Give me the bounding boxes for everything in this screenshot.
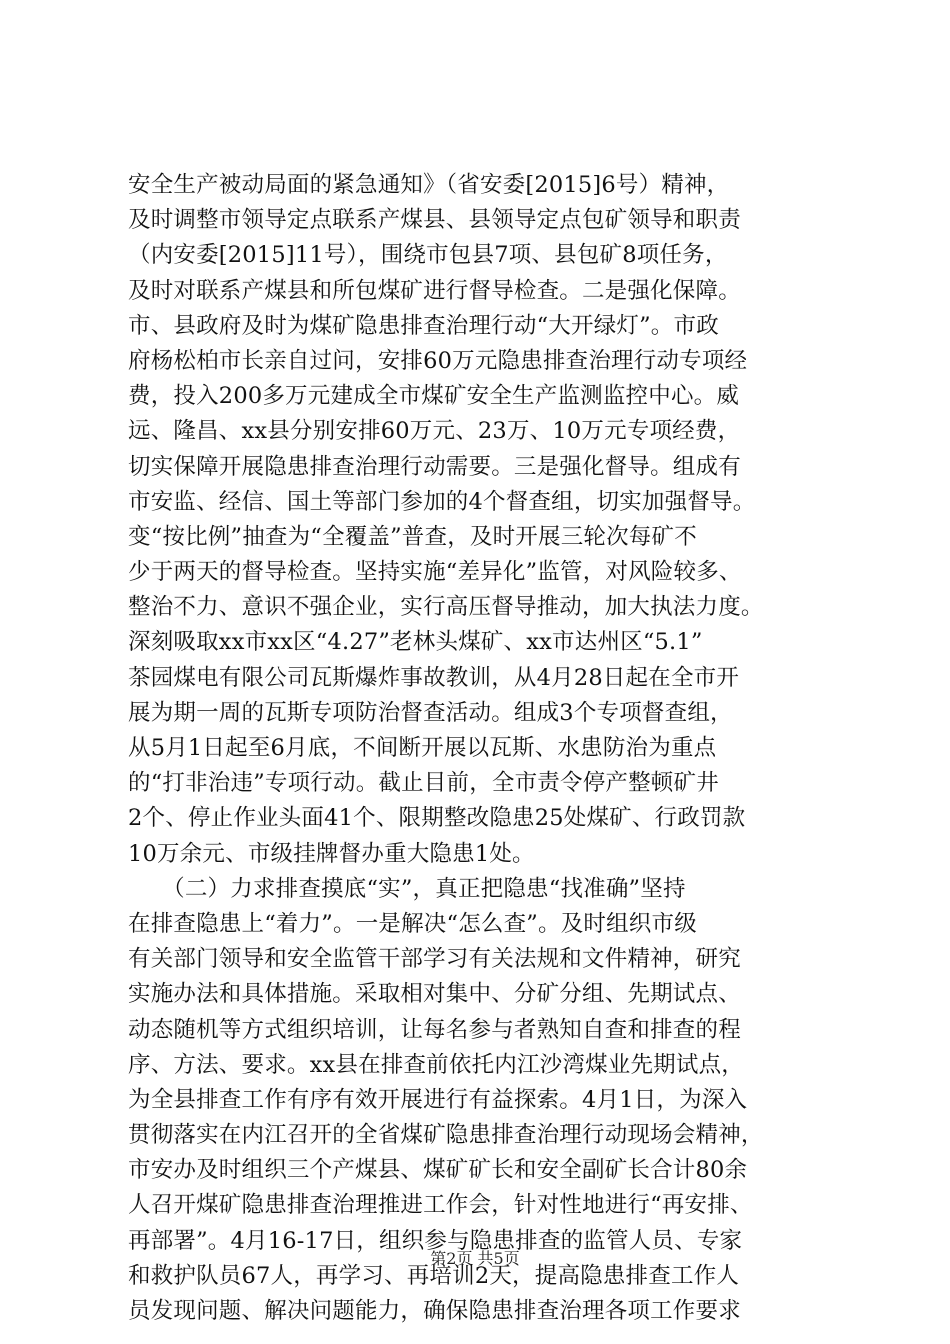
text-line: 府杨松柏市长亲自过问，安排60万元隐患排查治理行动专项经 [128,347,748,374]
text-line: 费，投入200多万元建成全市煤矿安全生产监测监控中心。威 [128,383,740,410]
text-line: 在排查隐患上“着力”。一是解决“怎么查”。及时组织市级 [128,910,697,937]
text-line: 变“按比例”抽查为“全覆盖”普查，及时开展三轮次每矿不 [128,523,697,550]
text-line: 实施办法和具体措施。采取相对集中、分矿分组、先期试点、 [128,981,741,1008]
text-line: 茶园煤电有限公司瓦斯爆炸事故教训，从4月28日起在全市开 [128,664,740,691]
text-line: 和救护队员67人，再学习、再培训2天，提高隐患排查工作人 [128,1262,740,1289]
text-line: 动态随机等方式组织培训，让每名参与者熟知自查和排查的程 [128,1016,741,1043]
text-line: 远、隆昌、xx县分别安排60万元、23万、10万元专项经费， [128,418,741,445]
text-line: 员发现问题、解决问题能力，确保隐患排查治理各项工作要求 [128,1298,741,1324]
body-text [128,168,828,1329]
text-line: 切实保障开展隐患排查治理行动需要。三是强化督导。组成有 [128,453,741,480]
text-line: 整治不力、意识不强企业，实行高压督导推动，加大执法力度。 [128,594,764,621]
text-line: 市安监、经信、国土等部门参加的4个督查组，切实加强督导。 [128,488,756,515]
text-line: 贯彻落实在内江召开的全省煤矿隐患排查治理行动现场会精神， [128,1122,764,1149]
text-line: 展为期一周的瓦斯专项防治督查活动。组成3个专项督查组， [128,699,733,726]
text-line: 安全生产被动局面的紧急通知》（省安委[2015]6号）精神， [128,172,730,198]
text-line: 市、县政府及时为煤矿隐患排查治理行动“大开绿灯”。市政 [128,312,719,339]
text-line: 10万余元、市级挂牌督办重大隐患1处。 [128,840,535,867]
text-line: 及时对联系产煤县和所包煤矿进行督导检查。二是强化保障。 [128,277,741,304]
text-line: 为全县排查工作有序有效开展进行有益探索。4月1日，为深入 [128,1086,748,1113]
text-line: 从5月1日起至6月底，不间断开展以瓦斯、水患防治为重点 [128,735,717,761]
text-line: （内安委[2015]11号），围绕市包县7项、县包矿8项任务， [128,242,728,269]
text-line: 及时调整市领导定点联系产煤县、县领导定点包矿领导和职责 [128,207,741,234]
text-line: 序、方法、要求。xx县在排查前依托内江沙湾煤业先期试点， [128,1051,744,1078]
text-line: 深刻吸取xx市xx区“4.27”老林头煤矿、xx市达州区“5.1” [128,629,703,656]
page-footer: 第2页 共5页 [430,1249,520,1268]
text-line: 的“打非治违”专项行动。截止目前，全市责令停产整顿矿井 [128,770,719,797]
text-line: 再部署”。4月16-17日，组织参与隐患排查的监管人员、专家 [128,1227,743,1254]
text-line: （二）力求排查摸底“实”，真正把隐患“找准确”坚持 [128,875,686,902]
text-line: 市安办及时组织三个产煤县、煤矿矿长和安全副矿长合计80余 [128,1157,748,1184]
text-line: 有关部门领导和安全监管干部学习有关法规和文件精神，研究 [128,946,741,973]
text-line: 少于两天的督导检查。坚持实施“差异化”监管，对风险较多、 [128,559,742,586]
text-line: 人召开煤矿隐患排查治理推进工作会，针对性地进行“再安排、 [128,1192,753,1219]
text-line: 2个、停止作业头面41个、限期整改隐患25处煤矿、行政罚款 [128,805,746,832]
